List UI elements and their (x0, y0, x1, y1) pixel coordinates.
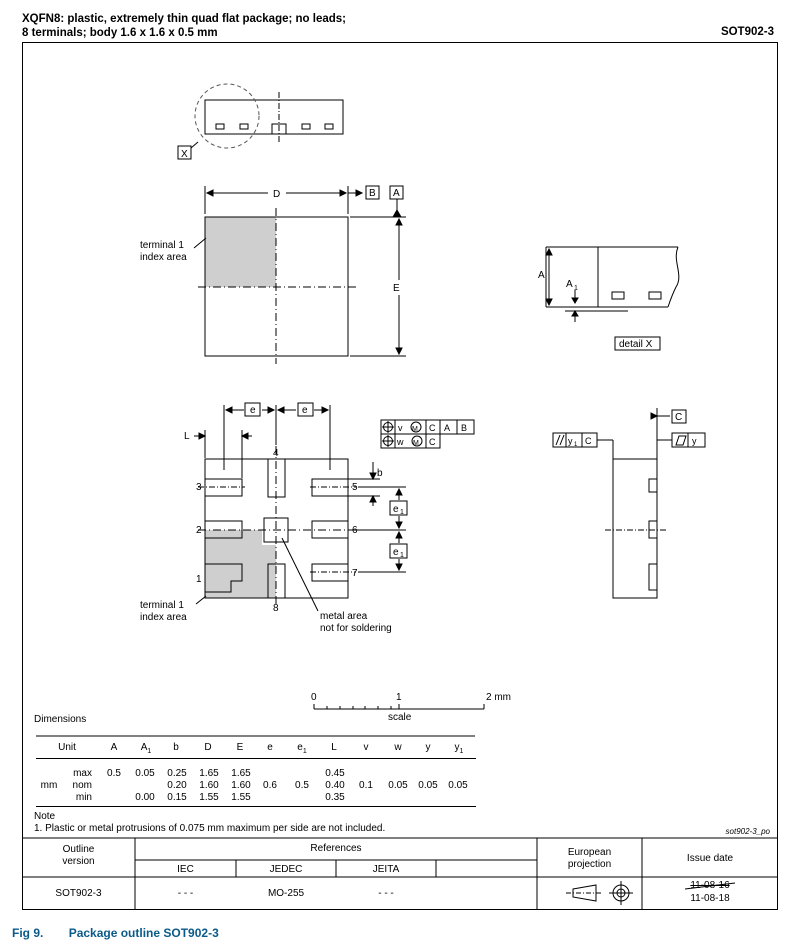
terminal1-label-bottom-1: terminal 1 (140, 600, 184, 611)
projection-header: European projection (567, 847, 612, 870)
cell-max-e: 1.65 (231, 768, 251, 779)
th-b: b (173, 742, 179, 753)
th-y: y (425, 742, 431, 753)
side-view-top (191, 84, 343, 148)
jeita-header: JEITA (372, 864, 400, 875)
pitch-e-1: e (250, 405, 256, 416)
th-pitch-e: e (267, 742, 273, 753)
th-v: v (363, 742, 369, 753)
scale-bar (314, 704, 484, 709)
side-label-a1: A (566, 279, 573, 290)
pin-2: 2 (196, 525, 202, 536)
package-title-line2: 8 terminals; body 1.6 x 1.6 x 0.5 mm (22, 27, 218, 39)
scale-1: 1 (396, 692, 402, 703)
scale-label: scale (388, 712, 412, 723)
cell-nom-y: 0.05 (418, 780, 438, 791)
row-min: min (75, 792, 92, 803)
figure-number: Fig 9. (12, 926, 44, 940)
th-e1: $e_1$ (297, 742, 307, 755)
issue-date-new: 11-08-18 (690, 893, 730, 904)
th-a1: $A_1$ (140, 742, 152, 755)
cell-max-d: 1.65 (199, 768, 219, 779)
iec-header: IEC (177, 864, 194, 875)
pin-1: 1 (196, 574, 202, 585)
terminal1-label-top-1: terminal 1 (140, 240, 184, 251)
side-label-a1-sub: 1 (574, 285, 578, 292)
drawing-code: sot902-3_po (725, 827, 770, 836)
th-d: D (204, 742, 212, 753)
cell-nom-w: 0.05 (388, 780, 408, 791)
iec-value: - - - (177, 888, 194, 899)
note-title: Note (34, 811, 56, 822)
metal-area-label-2: not for soldering (320, 623, 392, 634)
label-e: E (393, 283, 400, 294)
bottom-view (198, 405, 356, 606)
cell-max-a1: 0.05 (135, 768, 155, 779)
references-header: References (310, 843, 362, 854)
figure-title: Package outline SOT902-3 (68, 926, 219, 940)
terminal1-label-top-2: index area (140, 252, 187, 263)
jedec-value: MO-255 (267, 888, 305, 899)
cell-nom-d: 1.60 (199, 780, 219, 791)
tol-m-2: M (413, 440, 419, 447)
unit-mm: mm (40, 780, 58, 791)
table-bottom-rule (36, 806, 476, 807)
side-label-a: A (538, 270, 545, 281)
th-l: L (331, 742, 337, 753)
cell-nom-l: 0.40 (325, 780, 345, 791)
cell-max-l: 0.45 (325, 768, 345, 779)
cell-min-a1: 0.00 (135, 792, 155, 803)
outline-version-header: Outline version (62, 844, 95, 867)
tol-y1-sub: 1 (574, 442, 578, 448)
note-block (34, 811, 385, 835)
note-text: 1. Plastic or metal protrusions of 0.075 mm maximum per side are not included. (34, 823, 386, 834)
cell-max-b: 0.25 (167, 768, 187, 779)
package-title-line1: XQFN8: plastic, extremely thin quad flat package; no leads; (22, 13, 346, 25)
pitch-e1-1: e (393, 504, 399, 515)
references-table (22, 838, 778, 910)
detail-x-view (546, 247, 679, 350)
issue-date-header: Issue date (686, 853, 734, 864)
th-e: E (236, 742, 244, 753)
package-code: SOT902-3 (720, 26, 774, 38)
tol-frame2-c: C (429, 437, 436, 447)
pin-5: 5 (352, 482, 358, 493)
datum-c: C (675, 412, 683, 423)
jedec-header: JEDEC (269, 864, 303, 875)
terminal1-label-bottom-2: index area (140, 612, 187, 623)
cell-nom-b: 0.20 (167, 780, 187, 791)
tol-w: w (397, 437, 404, 447)
pin-6: 6 (352, 525, 358, 536)
dimensions-table (36, 736, 476, 810)
tol-y1-datum-c: C (585, 436, 592, 446)
datum-a: A (393, 188, 400, 199)
label-b: b (377, 468, 383, 479)
row-max: max (73, 768, 92, 779)
issue-date-old: 11-08-16 (690, 880, 730, 891)
cell-nom-e: 1.60 (231, 780, 251, 791)
scale-0: 0 (311, 692, 317, 703)
outline-version-value: SOT902-3 (55, 888, 102, 899)
th-w: w (394, 742, 402, 753)
pitch-e-2: e (302, 405, 308, 416)
metal-area-label-1: metal area (320, 611, 368, 622)
cell-nom-y1: 0.05 (448, 780, 468, 791)
jeita-value: - - - (378, 888, 394, 899)
pitch-e1-2-sub: 1 (400, 552, 404, 559)
tol-m-1: M (412, 426, 418, 433)
cell-min-d: 1.55 (199, 792, 219, 803)
cell-min-b: 0.15 (167, 792, 187, 803)
th-unit: Unit (58, 742, 76, 753)
cell-min-e: 1.55 (231, 792, 251, 803)
pin-4: 4 (273, 448, 279, 459)
pitch-e1-2: e (393, 547, 399, 558)
th-y1: $y_1$ (454, 742, 464, 755)
label-l: L (184, 431, 190, 442)
label-d: D (273, 189, 281, 200)
tol-y: y (692, 436, 697, 446)
figure-caption (12, 926, 241, 940)
cell-nom-v: 0.1 (359, 780, 373, 791)
dimensions-label: Dimensions (34, 714, 87, 725)
scale-2: 2 mm (486, 692, 511, 703)
tol-v: v (398, 423, 403, 433)
side-view-right (553, 408, 705, 598)
pin-8: 8 (273, 603, 279, 614)
header-rule (36, 758, 476, 759)
row-nom: nom (72, 780, 92, 791)
tol-frame1-c: C (429, 423, 436, 433)
cell-nom-e1: 0.5 (295, 780, 309, 791)
top-view (194, 208, 356, 364)
datum-b: B (369, 188, 376, 199)
th-a: A (110, 742, 118, 753)
label-x: X (181, 149, 188, 160)
cell-max-a: 0.5 (107, 768, 121, 779)
cell-nom-pitch-e: 0.6 (263, 780, 277, 791)
tol-frame1-b: B (461, 423, 468, 433)
tol-frame1-a: A (444, 423, 451, 433)
tol-y1: y (568, 436, 573, 446)
pin-3: 3 (196, 482, 202, 493)
detail-x-text: detail X (619, 339, 653, 350)
pin-7: 7 (352, 568, 358, 579)
cell-min-l: 0.35 (325, 792, 345, 803)
pitch-e1-1-sub: 1 (400, 509, 404, 516)
